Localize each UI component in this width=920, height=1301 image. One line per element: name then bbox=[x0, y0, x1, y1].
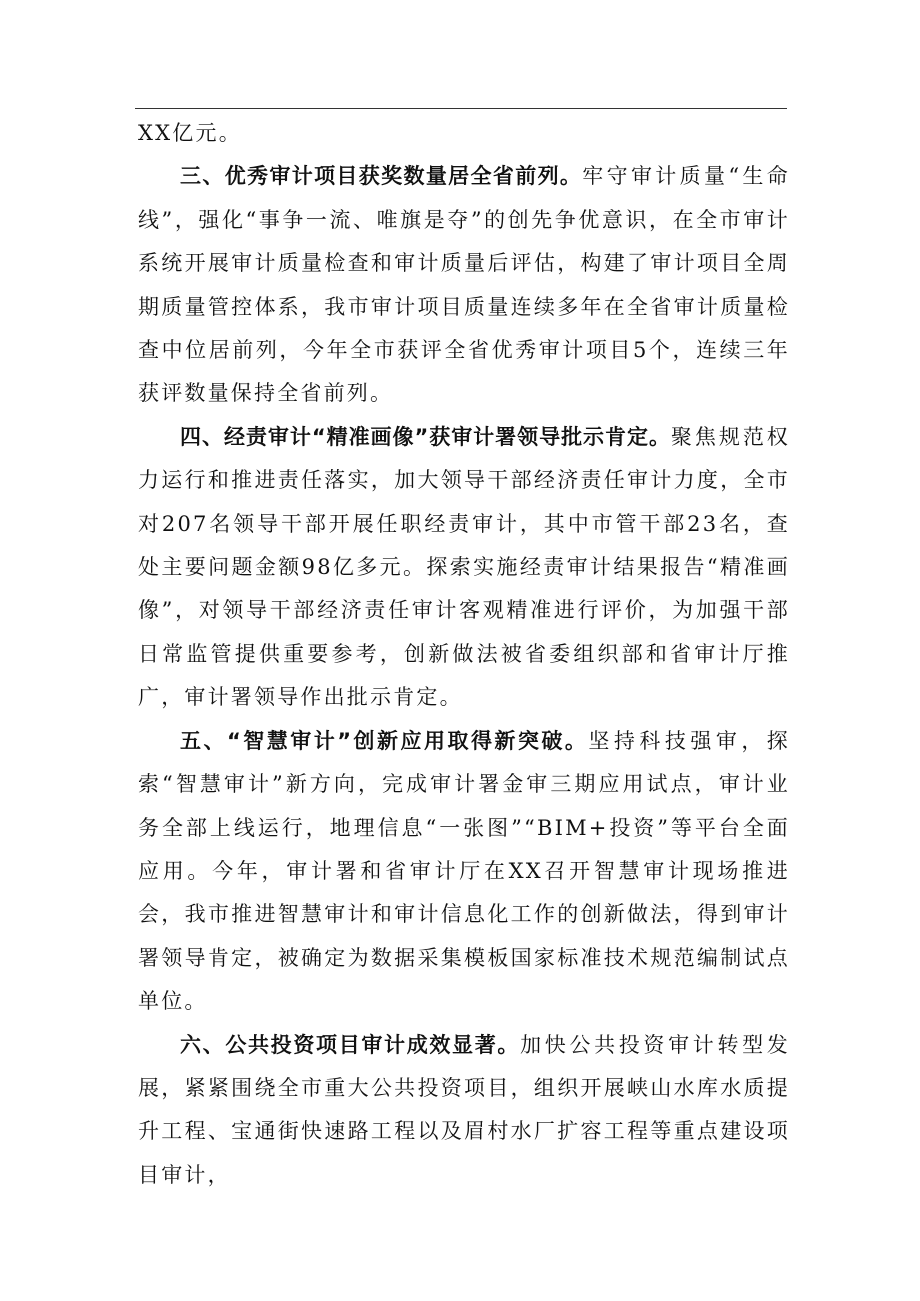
paragraph-body: 坚持科技强审，探索“智慧审计”新方向，完成审计署金审三期应用试点，审计业务全部上线运行，地理信息“一张图”“BIM+投资”等平台全面应用。今年，审计署和省审计厅在XX召开智慧审计现场推进会，我市推进智慧审计和审计信息化工作的创新做法，得到审计署领导肯定，被确定为数据采集模板国家标准技术规范编制试点单位。 bbox=[138, 728, 791, 1014]
section-heading: 四、经责审计“精准画像”获审计署领导批示肯定。 bbox=[180, 424, 671, 449]
paragraph-body: 牢守审计质量“生命线”，强化“事争一流、唯旗是夺”的创先争优意识，在全市审计系统开展审计质量检查和审计质量后评估，构建了审计项目全周期质量管控体系，我市审计项目质量连续多年在全省审计质量检查中位居前列，今年全市获评全省优秀审计项目5个，连续三年获评数量保持全省前列。 bbox=[138, 164, 790, 406]
paragraph-body: 加快公共投资审计转型发展，紧紧围绕全市重大公共投资项目，组织开展峡山水库水质提升工程、宝通街快速路工程以及眉村水厂扩容工程等重点建设项目审计， bbox=[138, 1032, 790, 1187]
paragraph-section-6 bbox=[138, 1024, 790, 1198]
paragraph-continuation bbox=[138, 112, 790, 155]
document-body bbox=[138, 112, 790, 1197]
section-heading: 三、优秀审计项目获奖数量居全省前列。 bbox=[180, 164, 583, 189]
section-heading: 五、“智慧审计”创新应用取得新突破。 bbox=[180, 728, 589, 753]
section-heading: 六、公共投资项目审计成效显著。 bbox=[180, 1032, 521, 1057]
paragraph-body: XX亿元。 bbox=[138, 121, 242, 145]
paragraph-body: 聚焦规范权力运行和推进责任落实，加大领导干部经济责任审计力度，全市对207名领导干部开展任职经责审计，其中市管干部23名，查处主要问题金额98亿多元。探索实施经责审计结果报告“精准画像”，对领导干部经济责任审计客观精准进行评价，为加强干部日常监管提供重要参考，创新做法被省委组织部和省审计厅推广，审计署领导作出批示肯定。 bbox=[138, 424, 791, 710]
paragraph-section-5 bbox=[138, 720, 790, 1024]
paragraph-section-4 bbox=[138, 416, 790, 720]
header-rule bbox=[135, 108, 787, 109]
paragraph-section-3 bbox=[138, 155, 790, 415]
